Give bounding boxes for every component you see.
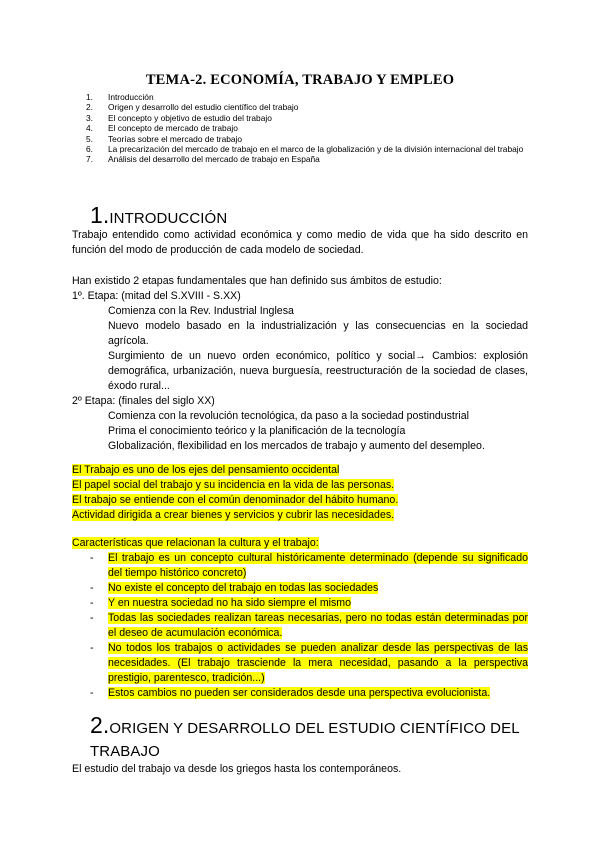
- bullet-mark: -: [90, 612, 94, 624]
- toc-label: La precarización del mercado de trabajo en el marco de la globalización y de la división internacional del trabajo: [108, 144, 524, 155]
- highlighted-line: Actividad dirigida a crear bienes y servicios y cubrir las necesidades.: [72, 509, 395, 521]
- toc-number: 2.: [86, 102, 93, 113]
- section-title: INTRODUCCIÓN: [109, 210, 228, 227]
- bullet-mark: -: [90, 582, 94, 594]
- section-1-intro: Trabajo entendido como actividad económica y como medio de vida que ha sido descrito en función del modo de producción de cada modelo de sociedad.: [72, 229, 528, 256]
- bullet-mark: -: [90, 552, 94, 564]
- toc-label: Introducción: [108, 92, 154, 102]
- toc-label: Origen y desarrollo del estudio científico del trabajo: [108, 102, 299, 113]
- toc-label: Teorías sobre el mercado de trabajo: [108, 133, 243, 144]
- toc-item-5: [86, 134, 546, 144]
- section-1-heading: [90, 202, 227, 229]
- stages-intro: Han existido 2 etapas fundamentales que han definido sus ámbitos de estudio:: [72, 275, 442, 287]
- toc-number: 6.: [86, 144, 93, 155]
- stage-2-item: Comienza con la revolución tecnológica, da paso a la sociedad postindustrial: [108, 410, 469, 422]
- highlighted-statements: [72, 463, 528, 523]
- list-item: [72, 686, 528, 701]
- bullet-mark: -: [90, 642, 94, 654]
- stage-1-item: Nuevo modelo basado en la industrialización y las consecuencias en la sociedad agrícola.: [108, 320, 528, 347]
- toc-item-4: [86, 123, 546, 133]
- stages-block: [72, 274, 528, 454]
- toc-item-3: [86, 113, 546, 123]
- document-title: TEMA-2. ECONOMÍA, TRABAJO Y EMPLEO: [145, 72, 455, 88]
- toc-item-6: [86, 144, 546, 154]
- toc-label: El concepto de mercado de trabajo: [108, 123, 238, 134]
- list-item-text: No existe el concepto del trabajo en todas las sociedades: [108, 582, 379, 594]
- list-item-text: Y en nuestra sociedad no ha sido siempre el mismo: [108, 597, 352, 609]
- toc-number: 5.: [86, 133, 93, 144]
- list-item: [72, 551, 528, 581]
- stage-2-item: Prima el conocimiento teórico y la planificación de la tecnología: [108, 425, 406, 437]
- section-number: 1.: [90, 202, 110, 228]
- toc-number: 3.: [86, 112, 93, 123]
- highlighted-line: El papel social del trabajo y su incidencia en la vida de las personas.: [72, 479, 395, 491]
- stage-1-item: Surgimiento de un nuevo orden económico, político y social→ Cambios: explosión demográfica, urbanización, nueva burguesía, reestructuración de la sociedad de clases, éxodo rural...: [108, 350, 528, 392]
- bullet-mark: -: [90, 687, 94, 699]
- list-item-text: No todos los trabajos o actividades se pueden analizar desde las perspectivas de las necesidades. (El trabajo trasciende la mera necesidad, pasando a la perspectiva prestigio, parentesco, tradición...): [108, 642, 528, 684]
- section-number: 2.: [90, 712, 110, 738]
- section-2-heading: [90, 714, 530, 763]
- list-item: [72, 596, 528, 611]
- stage-1-item: Comienza con la Rev. Industrial Inglesa: [108, 305, 294, 317]
- list-item: [72, 581, 528, 596]
- stage-1-label: 1º. Etapa: (mitad del S.XVIII - S.XX): [72, 290, 241, 302]
- toc-number: 1.: [86, 92, 93, 102]
- toc-item-2: [86, 102, 546, 112]
- list-item-text: Todas las sociedades realizan tareas necesarias, pero no todas están determinadas por el deseo de acumulación económica.: [108, 612, 528, 639]
- list-item-text: Estos cambios no pueden ser considerados desde una perspectiva evolucionista.: [108, 687, 491, 699]
- highlighted-line: El trabajo se entiende con el común denominador del hábito humano.: [72, 494, 399, 506]
- bullet-mark: -: [90, 597, 94, 609]
- stage-2-label: 2º Etapa: (finales del siglo XX): [72, 395, 215, 407]
- list-item: [72, 611, 528, 641]
- toc-number: 4.: [86, 123, 93, 134]
- list-item: [72, 641, 528, 686]
- table-of-contents: [86, 92, 546, 165]
- list-item-text: El trabajo es un concepto cultural históricamente determinado (depende su significado del tiempo histórico concreto): [108, 552, 528, 579]
- characteristics-block: [72, 536, 528, 701]
- stage-2-item: Globalización, flexibilidad en los mercados de trabajo y aumento del desempleo.: [108, 440, 485, 452]
- toc-item-1: [86, 92, 546, 102]
- toc-number: 7.: [86, 154, 93, 165]
- section-2-intro: El estudio del trabajo va desde los griegos hasta los contemporáneos.: [72, 763, 402, 775]
- characteristics-title: Características que relacionan la cultura y el trabajo:: [72, 537, 319, 549]
- toc-item-7: [86, 154, 546, 164]
- toc-label: Análisis del desarrollo del mercado de trabajo en España: [108, 154, 320, 165]
- section-title: ORIGEN Y DESARROLLO DEL ESTUDIO CIENTÍFICO DEL TRABAJO: [90, 720, 520, 760]
- toc-label: El concepto y objetivo de estudio del trabajo: [108, 112, 272, 123]
- highlighted-line: El Trabajo es uno de los ejes del pensamiento occidental: [72, 464, 340, 476]
